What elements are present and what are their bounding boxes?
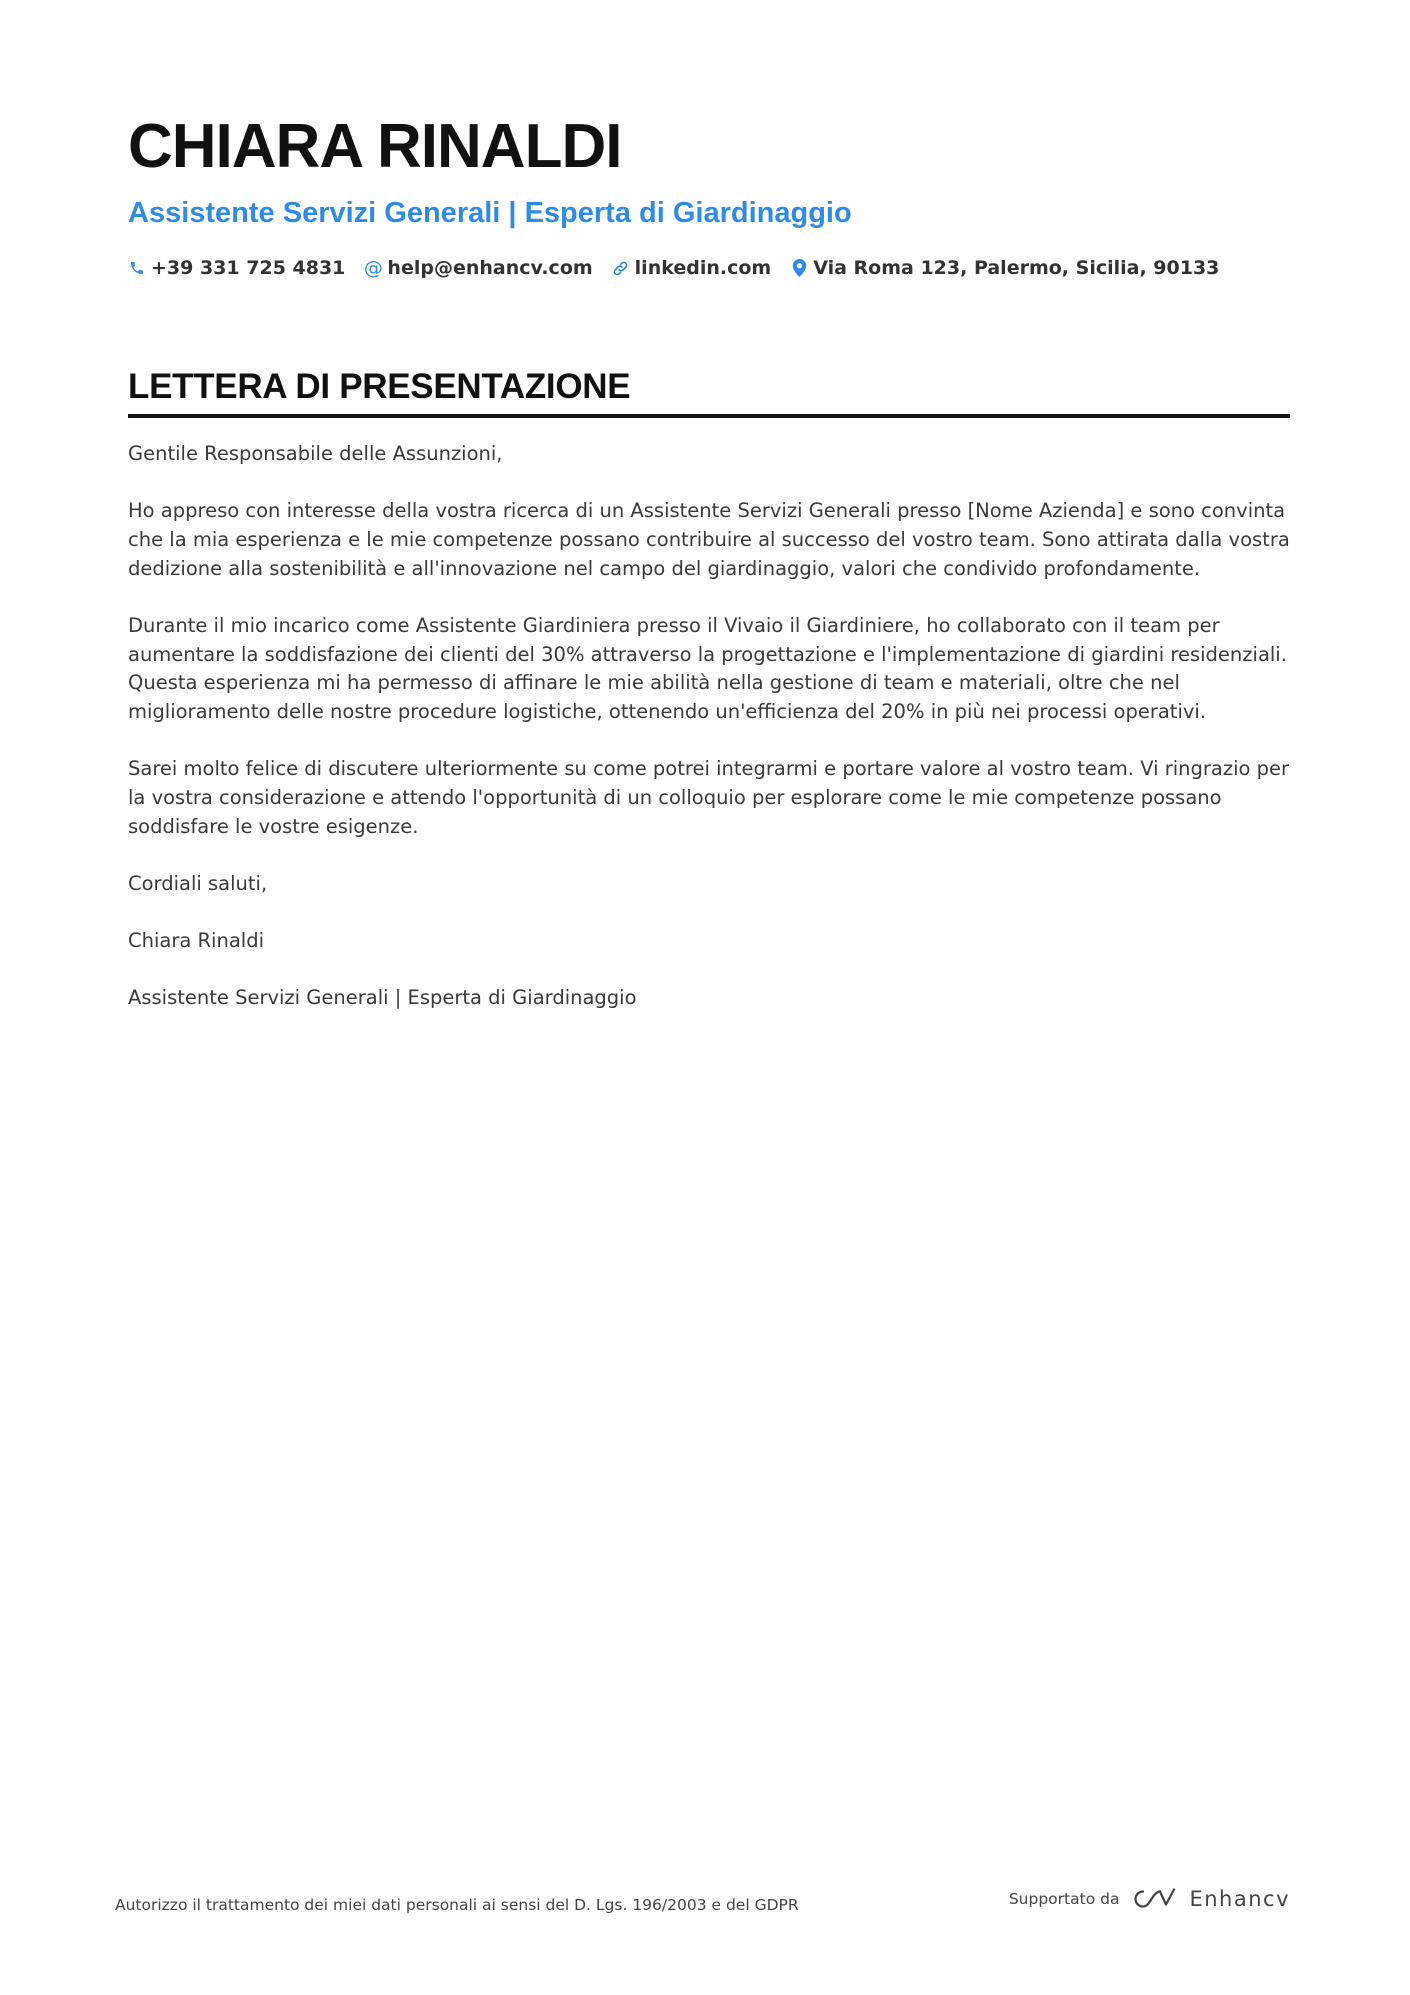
contact-phone-text: +39 331 725 4831 <box>151 257 346 279</box>
letter-greeting: Gentile Responsabile delle Assunzioni, <box>128 442 503 465</box>
cover-letter-section <box>128 364 1290 1041</box>
powered-by-footer[interactable] <box>1009 1886 1290 1912</box>
link-icon <box>612 259 630 277</box>
enhancv-logo-text: Enhancv <box>1189 1887 1290 1911</box>
contact-email[interactable] <box>364 257 592 279</box>
at-icon: @ <box>363 257 383 279</box>
signature-name: Chiara Rinaldi <box>128 928 264 952</box>
contact-linkedin-text: linkedin.com <box>634 257 772 279</box>
contact-address-text: Via Roma 123, Palermo, Sicilia, 90133 <box>813 257 1220 279</box>
letter-closing: Cordiali saluti, <box>128 871 268 895</box>
header <box>128 105 1288 279</box>
section-title: LETTERA DI PRESENTAZIONE <box>128 367 631 406</box>
section-divider <box>128 414 1290 418</box>
letter-paragraph-2: Durante il mio incarico come Assistente Giardiniera presso il Vivaio il Giardiniere, ho collaborato con il team per aumentare la soddisfazione dei clienti del 30% attraverso la progettazione e l'implementazione di giardini residenziali. Questa esperienza mi ha permesso di affinare le mie abilità nella gestione di team e materiali, oltre che nel miglioramento delle nostre procedure logistiche, ottenendo un'efficienza del 20% in più nei processi operativi. <box>128 613 1287 723</box>
location-pin-icon <box>790 259 808 277</box>
contact-linkedin[interactable] <box>612 257 772 279</box>
letter-paragraph-3: Sarei molto felice di discutere ulteriormente su come potrei integrarmi e portare valore al vostro team. Vi ringrazio per la vostra considerazione e attendo l'opportunità di un colloquio per esplorare come le mie competenze possano soddisfare le vostre esigenze. <box>128 757 1290 838</box>
contact-address <box>790 257 1219 279</box>
phone-icon <box>128 259 146 277</box>
letter-paragraph-1: Ho appreso con interesse della vostra ricerca di un Assistente Servizi Generali presso [Nome Azienda] e sono convinta che la mia esperienza e le mie competenze possano contribuire al successo del vostro team. Sono attirata dalla vostra dedizione alla sostenibilità e all'innovazione nel campo del giardinaggio, valori che condivido profondamente. <box>128 499 1290 580</box>
powered-by-label: Supportato da <box>1008 1890 1120 1908</box>
contact-email-text: help@enhancv.com <box>387 257 593 279</box>
enhancv-logo-icon <box>1131 1886 1177 1912</box>
signature-title: Assistente Servizi Generali | Esperta di Giardinaggio <box>128 986 637 1010</box>
candidate-title: Assistente Servizi Generali | Esperta di Giardinaggio <box>128 197 852 229</box>
candidate-name: CHIARA RINALDI <box>128 112 622 181</box>
contact-bar <box>128 257 1288 279</box>
letter-body <box>128 440 1290 1013</box>
contact-phone <box>128 257 345 279</box>
consent-footer: Autorizzo il trattamento dei miei dati personali ai sensi del D. Lgs. 196/2003 e del GDPR <box>115 1896 799 1914</box>
